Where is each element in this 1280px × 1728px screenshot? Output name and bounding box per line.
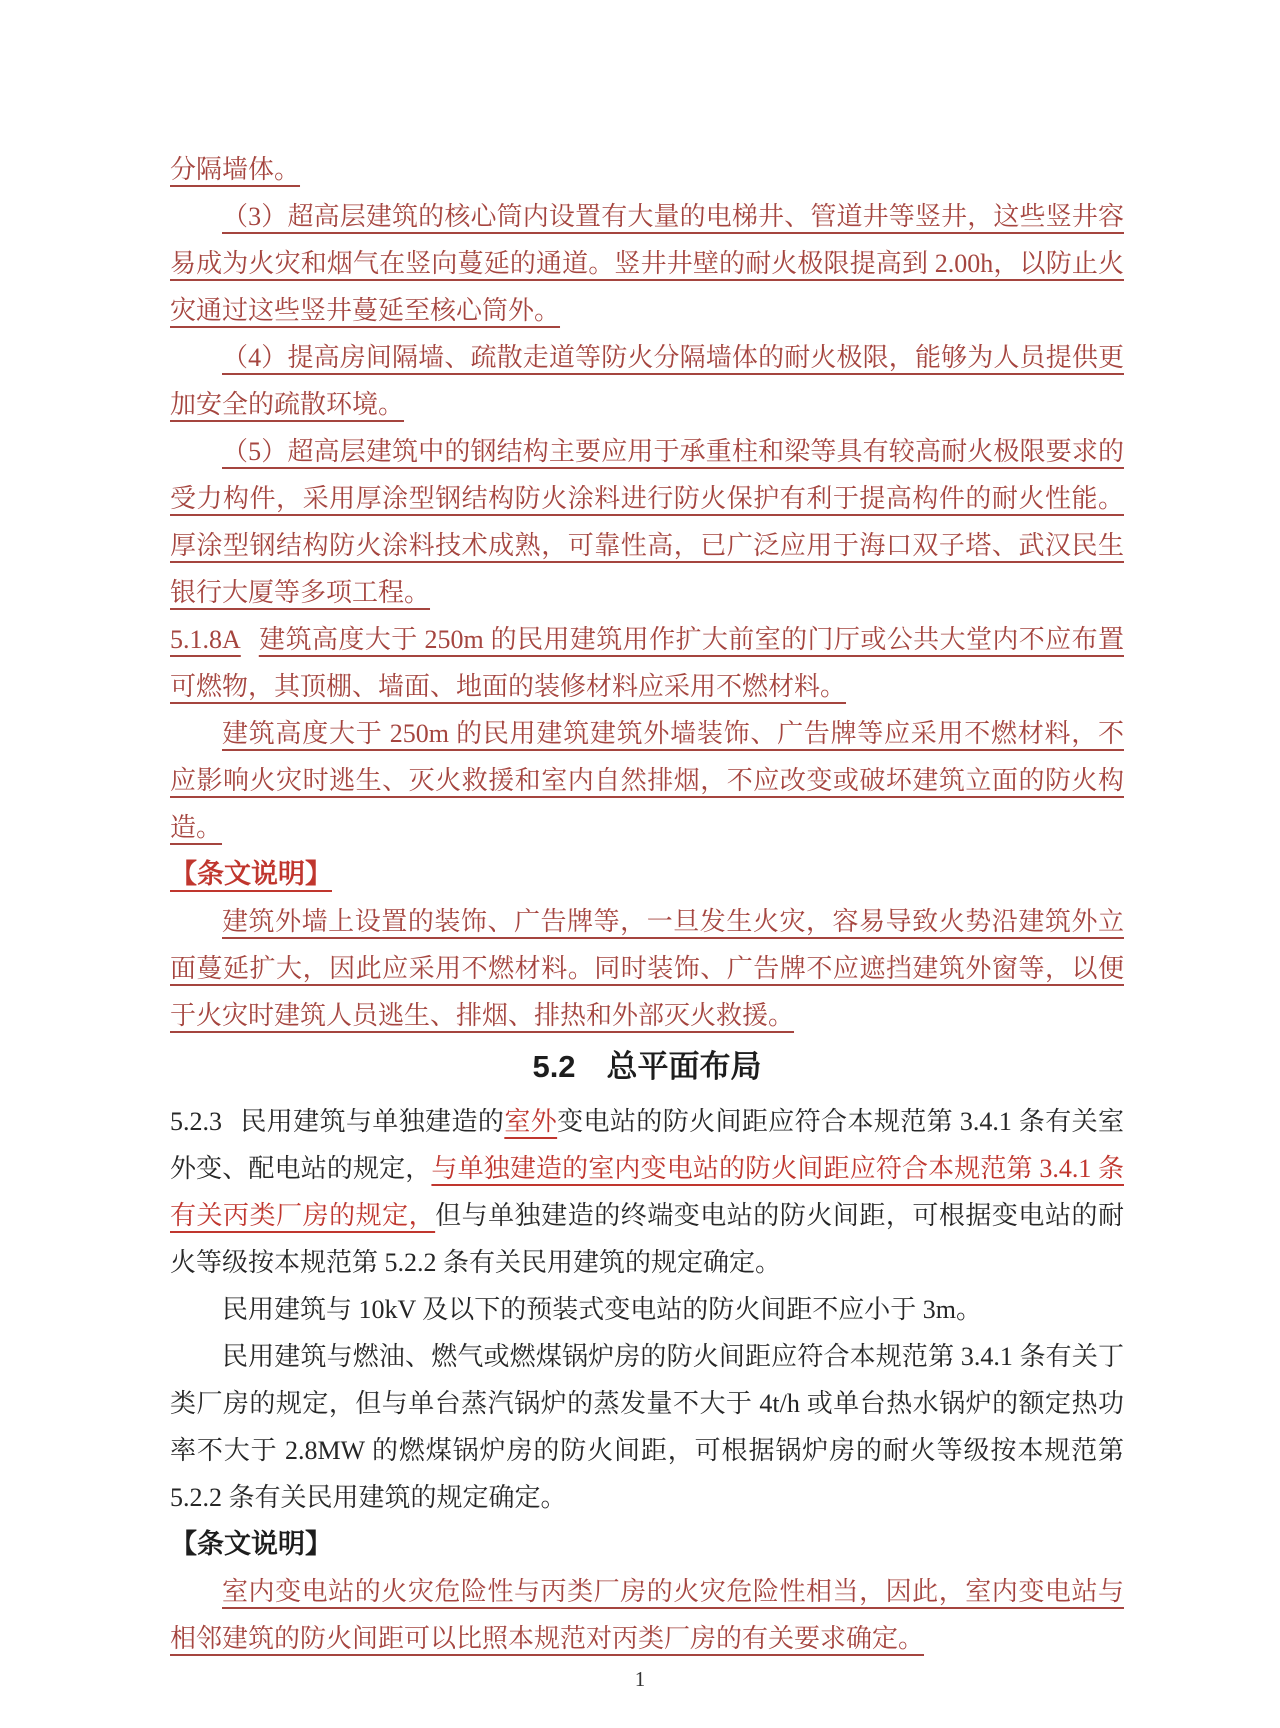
clause-5-1-8a (170, 616, 1124, 710)
clause-5-2-3-number: 5.2.3 (170, 1107, 222, 1136)
paragraph-point-5: （5）超高层建筑中的钢结构主要应用于承重柱和梁等具有较高耐火极限要求的受力构件，采用厚涂型钢结构防火涂料进行防火保护有利于提高构件的耐火性能。厚涂型钢结构防火涂料技术成熟，可靠性高，已广泛应用于海口双子塔、武汉民生银行大厦等多项工程。 (170, 437, 1124, 607)
paragraph-boiler: 民用建筑与燃油、燃气或燃煤锅炉房的防火间距应符合本规范第 3.4.1 条有关丁类厂房的规定，但与单台蒸汽锅炉的蒸发量不大于 4t/h 或单台热水锅炉的额定热功率不大于 2.8MW 的燃煤锅炉房的防火间距，可根据锅炉房的耐火等级按本规范第 5.2.2 条有关民用建筑的规定确定。 (170, 1342, 1124, 1512)
clause-5-1-8a-text: 建筑高度大于 250m 的民用建筑用作扩大前室的门厅或公共大堂内不应布置可燃物，其顶棚、墙面、地面的装修材料应采用不燃材料。 (170, 625, 1124, 701)
paragraph-facade: 建筑高度大于 250m 的民用建筑建筑外墙装饰、广告牌等应采用不燃材料，不应影响火灾时逃生、灭火救援和室内自然排烟，不应改变或破坏建筑立面的防火构造。 (170, 719, 1124, 842)
clause-5-2-3 (170, 1098, 1124, 1286)
clause-5-1-8a-number: 5.1.8A (170, 625, 241, 654)
clause-5-2-3-seg-red-2: 与单独建造的室内变电站的防火间距应符合本规范第 3.4.1 条有关丙类厂房的规定， (170, 1154, 1124, 1230)
paragraph-point-4: （4）提高房间隔墙、疏散走道等防火分隔墙体的耐火极限，能够为人员提供更加安全的疏散环境。 (170, 343, 1124, 419)
paragraph-point-3: （3）超高层建筑的核心筒内设置有大量的电梯井、管道井等竖井，这些竖井容易成为火灾和烟气在竖向蔓延的通道。竖井井壁的耐火极限提高到 2.00h，以防止火灾通过这些竖井蔓延至核心筒外。 (170, 202, 1124, 325)
clause-5-2-3-seg-red-1: 室外 (504, 1107, 558, 1136)
paragraph-10kv: 民用建筑与 10kV 及以下的预装式变电站的防火间距不应小于 3m。 (222, 1295, 983, 1324)
clause-5-2-3-seg-black-3: 但与单独建造的终端变电站的防火间距，可根据变电站的耐火等级按本规范第 5.2.2 条有关民用建筑的规定确定。 (170, 1201, 1124, 1277)
note-1 (170, 851, 1124, 898)
paragraph-continuation: 分隔墙体。 (170, 155, 301, 184)
section-heading-5-2: 5.2 总平面布局 (532, 1049, 762, 1084)
clause-5-2-3-seg-black-2: 变电站的防火间距应符合本规范第 3.4.1 条有关室外变、配电站的规定， (170, 1107, 1124, 1183)
page-number: 1 (634, 1667, 646, 1691)
note-2 (170, 1521, 1124, 1568)
note-2-label: 【条文说明】 (170, 1529, 332, 1559)
document-content (170, 146, 1124, 1662)
clause-5-2-3-seg-black-1: 民用建筑与单独建造的 (240, 1107, 505, 1136)
note-2-body: 室内变电站的火灾危险性与丙类厂房的火灾危险性相当，因此，室内变电站与相邻建筑的防火间距可以比照本规范对丙类厂房的有关要求确定。 (170, 1577, 1124, 1653)
note-1-label: 【条文说明】 (170, 859, 332, 889)
note-1-body: 建筑外墙上设置的装饰、广告牌等，一旦发生火灾，容易导致火势沿建筑外立面蔓延扩大，因此应采用不燃材料。同时装饰、广告牌不应遮挡建筑外窗等，以便于火灾时建筑人员逃生、排烟、排热和外部灭火救援。 (170, 907, 1124, 1030)
